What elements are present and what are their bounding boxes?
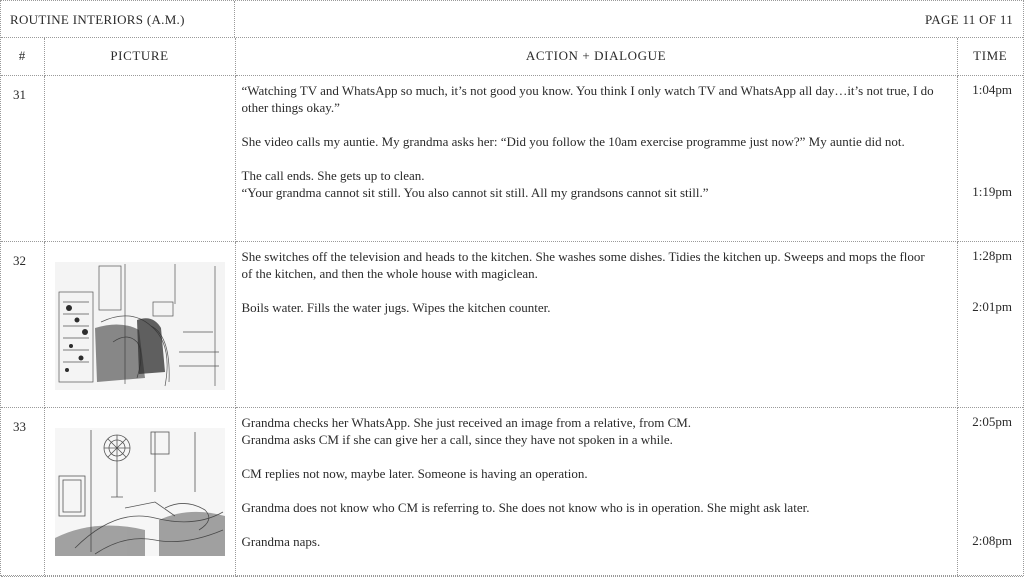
column-header-picture: PICTURE [44, 38, 235, 75]
time-stamp: 2:05pm [972, 413, 1012, 429]
action-paragraph: Boils water. Fills the water jugs. Wipes the kitchen counter. [241, 299, 551, 315]
shot-number: 33 [1, 407, 44, 576]
shot-number: 32 [1, 241, 44, 407]
action-paragraph: She video calls my auntie. My grandma asks her: “Did you follow the 10am exercise programme just now?” My auntie did not. [241, 133, 905, 149]
sketch-fan-image [55, 428, 225, 556]
table-row [1, 75, 1023, 241]
page-header [1, 1, 1023, 38]
time-cell [957, 407, 1023, 576]
action-paragraph: CM replies not now, maybe later. Someone is having an operation. [241, 465, 588, 481]
action-paragraph: Grandma checks her WhatsApp. She just received an image from a relative, from CM. Grandma asks CM if she can give her a call, since they have not spoken in a while. [241, 414, 692, 447]
column-header-row [1, 38, 1023, 75]
time-cell [957, 241, 1023, 407]
time-stamp: 2:08pm [972, 532, 1012, 548]
time-stamp: 2:01pm [972, 298, 1012, 314]
page-number: PAGE 11 OF 11 [924, 12, 1013, 27]
picture-cell-empty [44, 75, 235, 241]
table-row [1, 407, 1023, 576]
column-header-time: TIME [957, 38, 1023, 75]
picture-cell [44, 407, 235, 576]
time-stamp: 1:19pm [972, 183, 1012, 199]
document-title: ROUTINE INTERIORS (A.M.) [1, 1, 235, 37]
time-cell [957, 75, 1023, 241]
column-header-action: ACTION + DIALOGUE [235, 38, 957, 75]
sketch-kitchen-image [55, 262, 225, 390]
action-dialogue-cell [235, 241, 957, 407]
action-dialogue-cell [235, 75, 957, 241]
time-stamp: 1:28pm [972, 247, 1012, 263]
picture-cell [44, 241, 235, 407]
storyboard-table [1, 38, 1023, 577]
action-paragraph: “Watching TV and WhatsApp so much, it’s not good you know. You think I only watch TV and WhatsApp all day…it’s not true, I do other things okay.” [241, 82, 934, 115]
action-dialogue-cell [235, 407, 957, 576]
action-paragraph: She switches off the television and heads to the kitchen. She washes some dishes. Tidies the kitchen up. Sweeps and mops the floor of the kitchen, and then the whole house with magiclean. [241, 248, 925, 281]
column-header-num: # [1, 38, 44, 75]
table-row [1, 241, 1023, 407]
time-stamp: 1:04pm [972, 81, 1012, 97]
action-paragraph: The call ends. She gets up to clean. “Your grandma cannot sit still. You also cannot sit still. All my grandsons cannot sit still.” [241, 167, 709, 200]
action-paragraph: Grandma does not know who CM is referring to. She does not know who is in operation. She might ask later. [241, 499, 810, 515]
shot-number: 31 [1, 75, 44, 241]
action-paragraph: Grandma naps. [241, 533, 321, 549]
